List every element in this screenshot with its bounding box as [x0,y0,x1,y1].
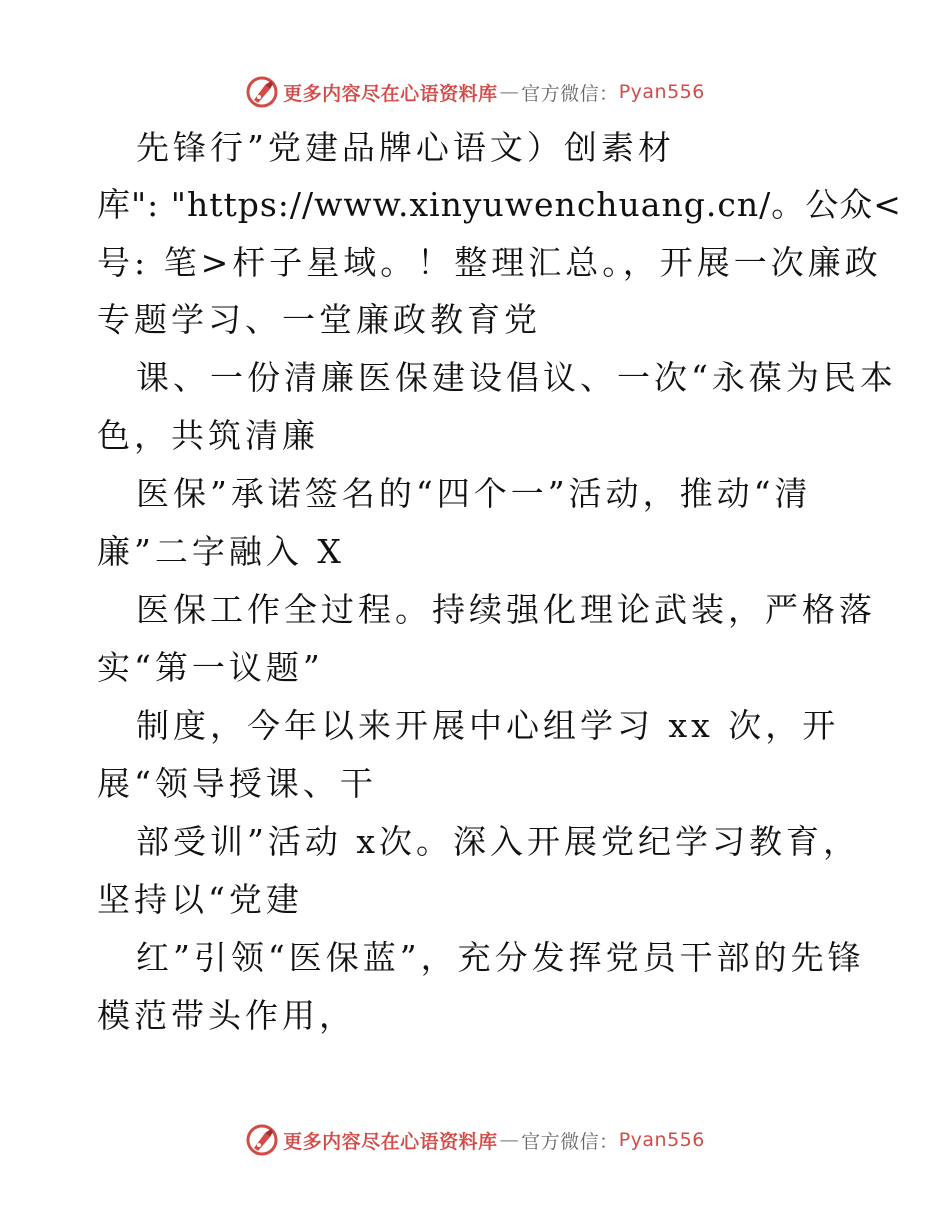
text-line: 实“第一议题” [97,648,324,687]
header-banner [0,72,950,112]
banner-official-label: 官方微信： [521,82,619,105]
text-line: 医保”承诺签名的“四个一”活动，推动“清 [136,474,812,513]
banner-slogan: 更多内容尽在心语资料库 [283,82,498,105]
text-line: 专题学习、一堂廉政教育党 [97,300,541,339]
text-line: 号: 笔>杆子星域。！整理汇总。，开展一次廉政 [97,243,882,282]
banner-slogan: 更多内容尽在心语资料库 [283,1130,498,1153]
footer-banner [0,1120,950,1160]
pen-nib-logo-icon [245,1123,279,1157]
pen-nib-logo-icon [245,75,279,109]
banner-dash: — [499,1129,520,1151]
text-line: 课、一份清廉医保建设倡议、一次“永葆为民本 [136,358,897,397]
text-line: 色，共筑清廉 [97,416,319,455]
text-line: 模范带头作用， [97,996,356,1035]
text-line: 廉”二字融入 X [97,532,345,571]
banner-dash: — [499,81,520,103]
banner-official-label: 官方微信： [521,1130,619,1153]
text-line: 红”引领“医保蓝”，充分发挥党员干部的先锋 [136,938,865,977]
text-line: 制度，今年以来开展中心组学习 xx 次，开 [136,706,840,745]
text-line: 坚持以“党建 [97,880,303,919]
text-line: 部受训”活动 x次。深入开展党纪学习教育， [136,822,860,861]
text-line: 库": "https://www.xinyuwenchuang.cn/。公众< [97,185,902,224]
text-line: 医保工作全过程。持续强化理论武装，严格落 [136,590,876,629]
banner-wechat-id: Pyan556 [618,81,705,103]
text-line: 展“领导授课、干 [97,764,377,803]
text-line: 先锋行”党建品牌心语文）创素材 [136,128,675,167]
banner-wechat-id: Pyan556 [618,1129,705,1151]
